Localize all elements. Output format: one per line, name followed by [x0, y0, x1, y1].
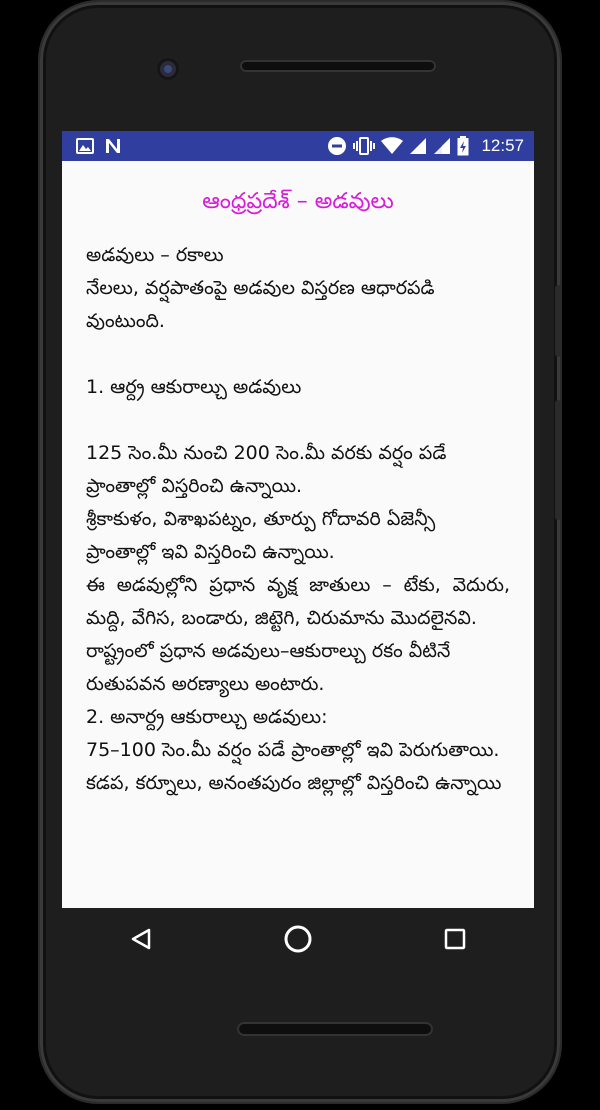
image-icon: [76, 138, 94, 154]
earpiece-speaker: [240, 60, 436, 72]
back-icon[interactable]: [121, 919, 161, 959]
page-title: ఆంధ్రప్రదేశ్ – అడవులు: [202, 189, 394, 214]
blank-line: [86, 338, 510, 371]
article-body: [62, 239, 534, 800]
signal-icon-2: [433, 137, 451, 155]
paragraph: అడవులు – రకాలు: [86, 244, 224, 266]
paragraph: నేలలు, వర్షపాతంపై అడవుల విస్తరణ ఆధారపడి వుంటుంది.: [86, 277, 435, 332]
battery-charging-icon: [457, 136, 469, 156]
wifi-icon: [381, 137, 403, 155]
do-not-disturb-icon: [327, 136, 347, 156]
paragraph: శ్రీకాకుళం, విశాఖపట్నం, తూర్పు గోదావరి ఏజెన్సీ ప్రాంతాల్లో ఇవి విస్తరించి ఉన్నాయి.: [86, 508, 436, 563]
paragraph: కడప, కర్నూలు, అనంతపురం జిల్లాల్లో విస్తరించి ఉన్నాయి: [86, 772, 502, 794]
blank-line: [86, 404, 510, 437]
home-icon[interactable]: [278, 919, 318, 959]
paragraph: 1. ఆర్ద్ర ఆకురాల్చు అడవులు: [86, 376, 302, 398]
paragraph: 125 సెం.మీ నుంచి 200 సెం.మీ వరకు వర్షం పడే ప్రాంతాల్లో విస్తరించి ఉన్నాయి.: [86, 442, 447, 497]
navigation-bar: [62, 908, 534, 970]
vibrate-icon: [353, 136, 375, 156]
recents-icon[interactable]: [435, 919, 475, 959]
paragraph: 2. అనార్ద్ర ఆకురాల్చు అడవులు:: [86, 706, 328, 728]
clock-time: 12:57: [481, 136, 524, 155]
status-bar: [62, 131, 534, 161]
signal-icon: [409, 137, 427, 155]
paragraph: 75–100 సెం.మీ వర్షం పడే ప్రాంతాల్లో ఇవి పెరుగుతాయి.: [86, 739, 500, 761]
paragraph: ఈ అడవుల్లోని ప్రధాన వృక్ష జాతులు – టేకు, వెదురు, మద్ది, వేగిస, బండారు, జిట్టెగి, చిరుమాను మొదలైనవి.: [86, 574, 510, 629]
power-button: [555, 400, 561, 520]
screen: [62, 131, 534, 908]
paragraph: రాష్ట్రంలో ప్రధాన అడవులు–ఆకురాల్చు రకం వీటినే రుతుపవన అరణ్యాలు అంటారు.: [86, 640, 451, 695]
bottom-speaker: [237, 1022, 433, 1036]
front-camera: [157, 58, 179, 80]
n-notification-icon: [104, 138, 122, 154]
volume-button: [555, 285, 561, 357]
